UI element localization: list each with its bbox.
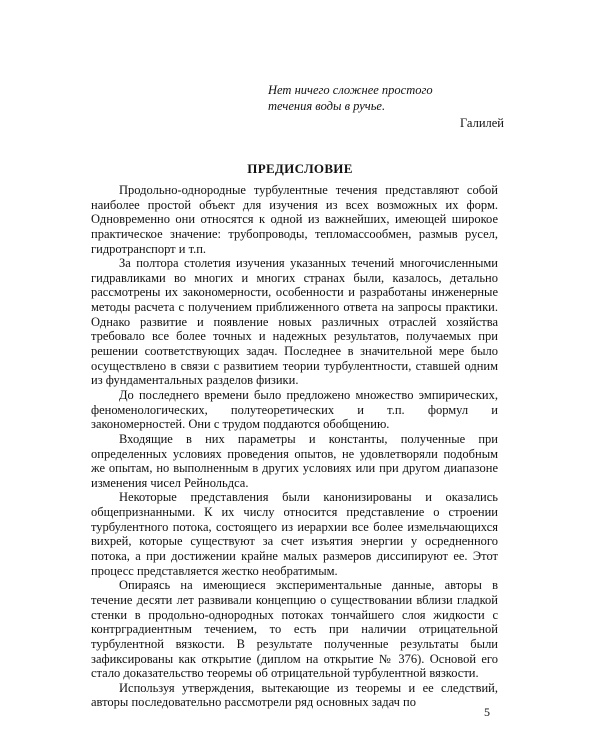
paragraph — [91, 681, 498, 710]
text-line: Входящие в них параметры и константы, полученные при — [119, 431, 498, 446]
paragraph — [91, 256, 498, 388]
text-line: закономерностей. Они с трудом поддаются обобщению. — [91, 417, 390, 432]
paragraph — [91, 183, 498, 256]
text-line: турбулентной вязкости. В результате полученные результаты были — [91, 636, 498, 651]
text-line: гидравликами во многих и многих странах были, казалось, детально — [91, 270, 498, 285]
paragraph — [91, 578, 498, 680]
text-line: стало доказательство теоремы об отрицательной турбулентной вязкости. — [91, 666, 479, 681]
text-line: турбулентного потока, состоящего из иерархии все более измельчающихся — [91, 519, 498, 534]
text-line: Одновременно они относятся к одной из важнейших, имеющей широкое — [91, 212, 498, 227]
text-line: вихрей, которые существуют за счет изъятия энергии у осредненного — [91, 534, 498, 549]
text-line: зафиксированы как открытие (диплом на открытие № 376). Основой его — [91, 651, 498, 666]
epigraph — [268, 82, 518, 131]
text-line: Используя утверждения, вытекающие из теоремы и ее следствий, — [119, 680, 498, 695]
text-line: До последнего времени было предложено множество эмпирических, — [119, 387, 498, 402]
epigraph-line: Нет ничего сложнее простого — [268, 83, 433, 97]
text-line: рассмотрены их закономерности, особенности и разработаны инженерные — [91, 285, 498, 300]
text-line: наиболее простой объект для изучения из всех возможных их форм. — [91, 197, 498, 212]
text-line: течение десяти лет развивали концепцию о существовании вблизи гладкой — [91, 592, 498, 607]
body-text — [91, 183, 498, 710]
text-line: общепризнанными. К их числу относится представление о строении — [91, 505, 498, 520]
page-title: ПРЕДИСЛОВИЕ — [247, 161, 353, 176]
epigraph-author: Галилей — [460, 116, 504, 130]
text-line: авторы последовательно рассмотрели ряд основных задач по — [91, 695, 416, 710]
text-line: стенки в продольно-однородных потоках тончайшего слоя жидкости с — [91, 607, 498, 622]
paragraph — [91, 490, 498, 578]
text-line: требовало все более точных и надежных результатов, получаемых при — [91, 329, 498, 344]
text-line: методы расчета с получением приближенного ответа на запросы практики. — [91, 300, 498, 315]
text-line: гидротранспорт и т.п. — [91, 241, 207, 256]
text-line: осуществлено в связи с развитием теории турбулентности, ставшей одним — [91, 358, 498, 373]
paragraph — [91, 432, 498, 491]
text-line: решении соответствующих задач. Последнее в значительной мере было — [91, 344, 498, 359]
text-line: За полтора столетия изучения указанных течений многочисленными — [119, 256, 498, 271]
text-line: Опираясь на имеющиеся экспериментальные данные, авторы в — [119, 578, 498, 593]
epigraph-line: течения воды в ручье. — [268, 99, 386, 113]
text-line: определенных условиях проведения опытов, не удовлетворяли подобным — [91, 446, 498, 461]
paragraph — [91, 388, 498, 432]
text-line: Некоторые представления были канонизированы и оказались — [119, 490, 498, 505]
text-line: из фундаментальных разделов физики. — [91, 373, 299, 388]
text-line: потока, а при достижении крайне малых размеров диссипируют ее. Этот — [91, 549, 498, 564]
page-number: 5 — [484, 705, 490, 719]
text-line: феноменологических, полутеоретических и т.п. формул и — [91, 402, 498, 417]
text-line: Однако развитие и появление новых различных отраслей хозяйства — [91, 314, 498, 329]
text-line: изменения чисел Рейнольдса. — [91, 475, 249, 490]
text-line: практическое значение: трубопроводы, тепломассообмен, размыв русел, — [91, 226, 498, 241]
text-line: Продольно-однородные турбулентные течения представляют собой — [119, 183, 498, 197]
text-line: контрградиентным течением, то есть при наличии отрицательной — [91, 622, 498, 637]
text-line: же опытам, но выполненным в других условиях или при другом диапазоне — [91, 461, 498, 476]
text-line: процесс представляется жестко необратимым. — [91, 563, 338, 578]
